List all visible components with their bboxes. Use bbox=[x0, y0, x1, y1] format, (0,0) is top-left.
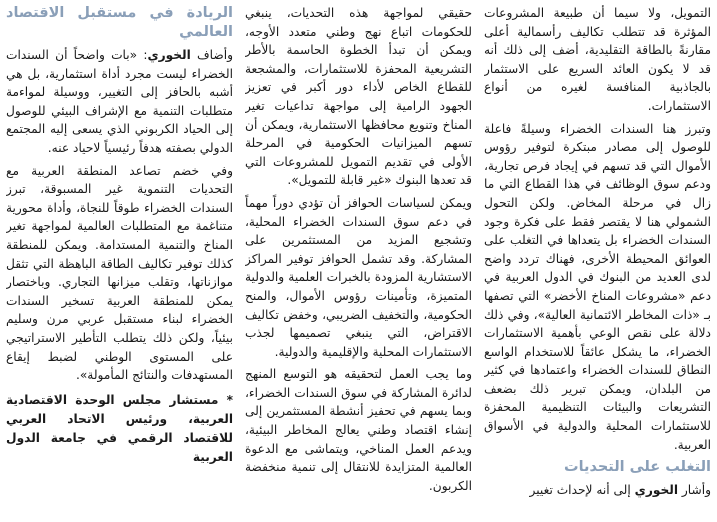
text-run: وأشار bbox=[678, 483, 711, 498]
author-name: الخوري bbox=[634, 483, 679, 498]
paragraph: التمويل، ولا سيما أن طبيعة المشروعات المؤثرة قد تتطلب تكاليف رأسمالية أعلى مقارنةً بالطاقة التقليدية، أضف إلى ذلك أنه قد لا يكون العائد السريع على الاستثمار بالجاذبية المنافسة لغيره من أنواع الاستثمارات. bbox=[484, 6, 711, 113]
text-run: : «بات واضحاً أن السندات الخضراء ليست مجرد أداة استثمارية، بل هي أشبه بالحافز إلى التغيير، ووسيلة لمواءمة متطلبات التنمية مع الإشراف البيئي للوصول إلى الحياد الكربوني الذي يسعى إليه المجتمع الدولي بصفته هدفاً رئيسياً لاحياد عنه. bbox=[6, 48, 233, 155]
author-name: الخوري bbox=[147, 48, 191, 62]
paragraph: حقيقي لمواجهة هذه التحديات، ينبغي للحكومات اتباع نهج وطني متعدد الأوجه، ويمكن أن تبدأ الخطوة الحاسمة بالأطر التشريعية المحفزة للاستثمارات، والمشجعة للقطاع الخاص لأداء دور أكبر في تعزيز الجهود الرامية إلى مواجهة تداعيات تغير المناخ وتنويع محافظها الاستثمارية، ويمكن أن تسهم الميزانيات الحكومية في المرحلة الأولى في تقديم التمويل للمشروعات التي قد تعدها البنوك «غير قابلة للتمويل». bbox=[245, 6, 472, 188]
author-footnote: * مستشار مجلس الوحدة الاقتصادية العربية، ورئيس الاتحاد العربي للاقتصاد الرقمي في جامعة الدول العربية bbox=[6, 392, 233, 464]
paragraph: ويمكن لسياسات الحوافز أن تؤدي دوراً مهماً في دعم سوق السندات الخضراء المحلية، وتشجيع المزيد من المستثمرين على المشاركة. وقد تشمل الحوافز توفير المراكز الاستشارية المزودة بالخبرات العلمية والدولية المتميزة، وتأمينات رؤوس الأموال، والمنح الحكومية، والتخفيف الضريبي، وخفض تكاليف الاقتراض، التي ينبغي تصميمها لجذب الاستثمارات المحلية والإقليمية والدولية. bbox=[245, 195, 472, 359]
paragraph: وتبرز هنا السندات الخضراء وسيلةً فاعلة للوصول إلى مصادر مبتكرة لتوفير رؤوس الأموال التي قد تسهم في إيجاد فرص تجارية، ودعم سوق الوظائف في هذا القطاع التي ما زال في مرحلة المخاض. ولكن التحول الشمولي هنا لا يقتصر فقط على فكرة وجود السندات الخضراء بل يتعداها في التغلب على العوائق المحيطة الأخرى، فهناك تردد واضح لدى العديد من البنوك في الدول العربية في دعم «مشروعات المناخ الأخضر» التي تصفها بـ «ذات المخاطر الائتمانية العالية»، وفي ذلك دلالة على نقص الوعي بأهمية الاستثمارات الخضراء، ما يشكل عائقاً للاستخدام الواسع النطاق للسندات الخضراء واعتمادها في كثير من البلدان، ويمكن تبرير ذلك بضعف التشريعات والبيئات التنظيمية المحفزة للاستثمارات المحلية والدولية في الأسواق العربية. bbox=[484, 121, 711, 452]
section-heading: الريادة في مستقبل الاقتصاد العالمي bbox=[6, 5, 233, 40]
paragraph bbox=[6, 46, 233, 158]
column-left bbox=[6, 4, 233, 518]
column-right bbox=[484, 4, 711, 518]
paragraph bbox=[484, 481, 711, 500]
paragraph: وما يجب العمل لتحقيقه هو التوسع المنهج لدائرة المشاركة في سوق السندات الخضراء، وبما يسهم في تحفيز أنشطة المستثمرين إلى إنشاء اقتصاد وطني يعالج المخاطر البيئية، ويدعم العمل المناخي، ويتماشى مع الدعوة العالمية المتزايدة للانتقال إلى تنمية منخفضة الكربون. bbox=[245, 367, 472, 493]
paragraph: وفي خضم تصاعد المنطقة العربية مع التحديات التنموية غير المسبوقة، تبرز السندات الخضراء طوقاً للنجاة، وأداة محورية متناغمة مع المتطلبات العالمية لمواجهة تغير المناخ والتنمية المستدامة. ويمكن للمنطقة كذلك توفير تكاليف الطاقة الباهظة التي تثقل موازناتها، وتقلب ميزانها التجاري. وباختصار يمكن للمنطقة العربية تسخير السندات الخضراء لبناء مستقبل عربي مرن وسليم بيئياً، ولكن ذلك يتطلب التأطير الاستراتيجي على المستوى الوطني لضبط إيقاع المستهدفات والنتائج المأمولة». bbox=[6, 163, 233, 383]
text-run: وأضاف bbox=[190, 48, 233, 62]
column-middle bbox=[245, 4, 472, 518]
text-run: إلى أنه لإحداث تغيير bbox=[529, 483, 635, 498]
section-heading: التغلب على التحديات bbox=[564, 459, 711, 476]
